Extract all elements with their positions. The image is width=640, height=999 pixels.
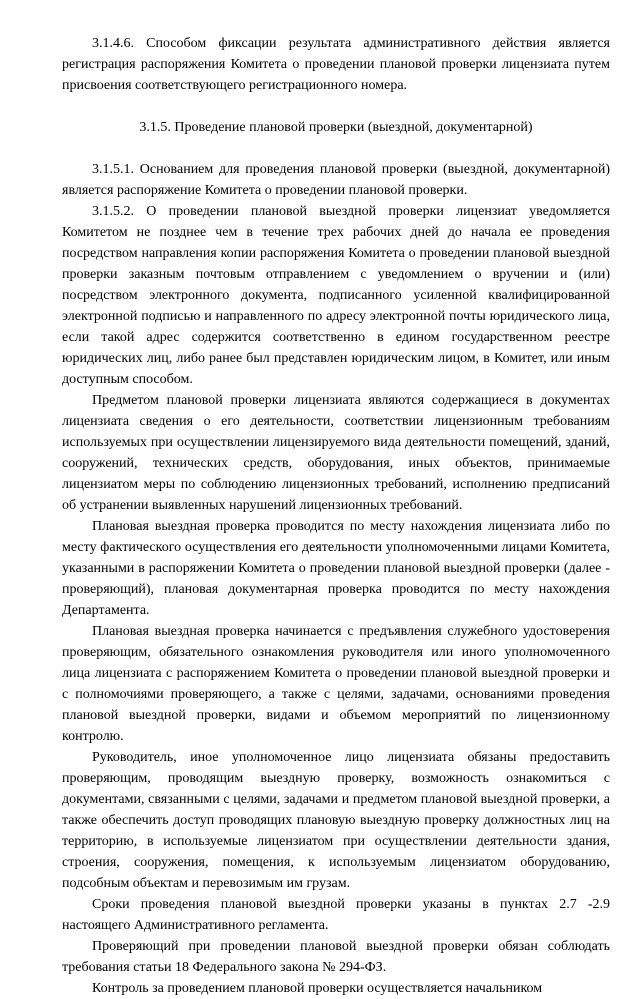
paragraph-inspection-terms: Сроки проведения плановой выездной проверки указаны в пунктах 2.7 -2.9 настоящего Административного регламента. — [62, 897, 610, 933]
paragraph-inspection-location: Плановая выездная проверка проводится по месту нахождения лицензиата либо по месту фактического осуществления его деятельности уполномоченными лицами Комитета, указанными в распоряжении Комитета о проведении плановой выездной проверки (далее - проверяющий), плановая документарная проверка проводится по месту нахождения Департамента. — [62, 519, 610, 618]
paragraph-inspection-start: Плановая выездная проверка начинается с предъявления служебного удостоверения проверяющим, обязательного ознакомления руководителя или иного уполномоченного лица лицензиата с распоряжением Комитета о проведении плановой выездной проверки и с полномочиями проверяющего, а также с целями, задачами, основаниями проведения плановой выездной проверки, видами и объемом мероприятий по лицензионному контролю. — [62, 624, 610, 744]
paragraph-inspection-subject: Предметом плановой проверки лицензиата являются содержащиеся в документах лицензиата сведения о его деятельности, соответствии лицензионным требованиям используемых при осуществлении лицензируемого вида деятельности помещений, зданий, сооружений, технических средств, оборудования, иных объектов, принимаемые лицензиатом меры по соблюдению лицензионных требований, исполнению предписаний об устранении выявленных нарушений лицензионных требований. — [62, 393, 610, 513]
paragraph-licensee-obligations: Руководитель, иное уполномоченное лицо лицензиата обязаны предоставить проверяющим, проводящим выездную проверку, возможность ознакомиться с документами, связанными с целями, задачами и предметом плановой выездной проверки, а также обеспечить доступ проводящих плановую выездную проверку должностных лиц на территорию, в используемые лицензиатом при осуществлении деятельности здания, строения, сооружения, помещения, к используемым лицензиатом оборудованию, подсобным объектам и перевозимым им грузам. — [62, 750, 610, 891]
paragraph-inspector-requirements: Проверяющий при проведении плановой выездной проверки обязан соблюдать требования статьи 18 Федерального закона № 294-ФЗ. — [62, 939, 610, 975]
paragraph-3-1-5-2: 3.1.5.2. О проведении плановой выездной проверки лицензиат уведомляется Комитетом не позднее чем в течение трех рабочих дней до начала ее проведения посредством направления копии распоряжения Комитета о проведении плановой выездной проверки заказным почтовым отправлением с уведомлением о вручении и (или) посредством электронного документа, подписанного усиленной квалифицированной электронной подписью и направленного по адресу электронной почты юридического лица, если такой адрес содержится соответственно в едином государственном реестре юридических лиц, либо ранее был представлен юридическим лицом, в Комитет, или иным доступным способом. — [62, 204, 610, 387]
paragraph-inspection-control: Контроль за проведением плановой проверки осуществляется начальником — [92, 981, 543, 996]
paragraph-3-1-4-6: 3.1.4.6. Способом фиксации результата административного действия является регистрация распоряжения Комитета о проведении плановой проверки лицензиата путем присвоения соответствующего регистрационного номера. — [62, 36, 610, 93]
paragraph-3-1-5-1: 3.1.5.1. Основанием для проведения плановой проверки (выездной, документарной) является распоряжение Комитета о проведении плановой проверки. — [62, 162, 610, 198]
section-heading-3-1-5: 3.1.5. Проведение плановой проверки (выездной, документарной) — [139, 120, 533, 135]
